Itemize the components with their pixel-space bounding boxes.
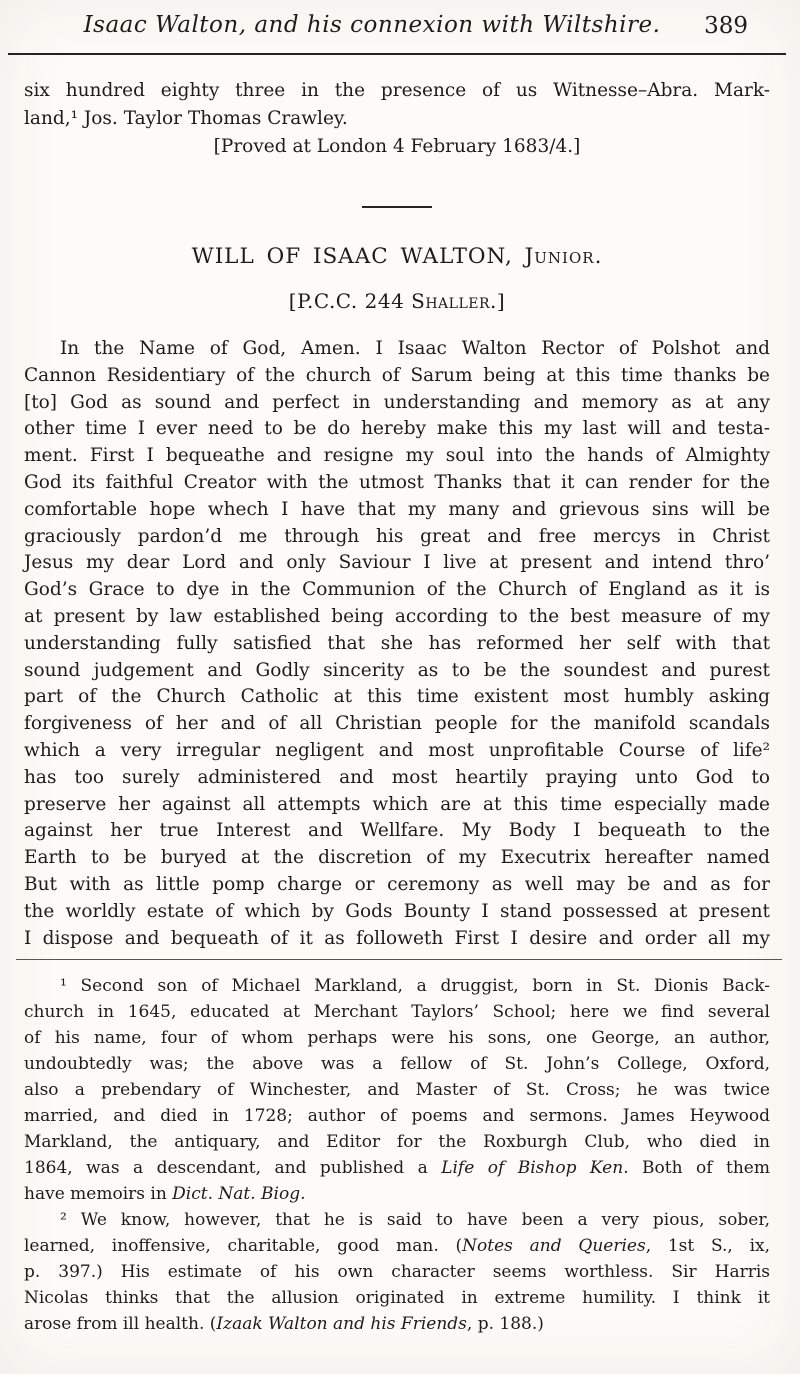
text-line: of his name, four of whom perhaps were his sons, one George, an author, xyxy=(24,1028,770,1049)
text-line: learned, inoffensive, charitable, good man. (Notes and Queries, 1st S., ix, xyxy=(24,1236,771,1257)
text-line: other time I ever need to be do hereby make this my last will and testa- xyxy=(24,418,770,440)
text-line: against her true Interest and Wellfare. My Body I bequeath to the xyxy=(24,820,770,842)
text-line: has too surely administered and most heartily praying unto God to xyxy=(24,766,770,788)
witness-paragraph xyxy=(24,77,770,133)
text-line: God’s Grace to dye in the Communion of the Church of England as it is xyxy=(24,579,770,601)
text-line: ment. First I bequeathe and resigne my soul into the hands of Almighty xyxy=(24,445,770,467)
text-line: arose from ill health. (Izaak Walton and his Friends, p. 188.) xyxy=(24,1314,544,1335)
text-line: the worldly estate of which by Gods Bounty I stand possessed at present xyxy=(24,900,770,922)
text-line: married, and died in 1728; author of poems and sermons. James Heywood xyxy=(24,1106,770,1127)
probate-line: [Proved at London 4 February 1683/4.] xyxy=(213,136,581,157)
text-line: understanding fully satisfied that she has reformed her self with that xyxy=(24,632,770,654)
text-line: Earth to be buryed at the discretion of my Executrix hereafter named xyxy=(24,847,770,869)
text-line: Jesus my dear Lord and only Saviour I live at present and intend thro’ xyxy=(24,552,770,574)
running-head xyxy=(24,12,770,42)
text-line: I dispose and bequeath of it as followeth First I desire and order all my xyxy=(24,927,770,949)
text-line: Cannon Residentiary of the church of Sarum being at this time thanks be xyxy=(24,364,770,386)
text-line: church in 1645, educated at Merchant Taylors’ School; here we find several xyxy=(24,1002,770,1023)
text-line: at present by law established being according to the best measure of my xyxy=(24,605,770,627)
footnote-2 xyxy=(24,1207,770,1337)
text-line: six hundred eighty three in the presence of us Witnesse–Abra. Mark- xyxy=(24,80,770,101)
text-line: ¹ Second son of Michael Markland, a druggist, born in St. Dionis Back- xyxy=(60,976,770,997)
footnote-rule xyxy=(16,959,782,960)
text-line: comfortable hope whech I have that my many and grievous sins will be xyxy=(24,498,770,520)
text-line: have memoirs in Dict. Nat. Biog. xyxy=(24,1184,306,1205)
text-line: part of the Church Catholic at this time existent most humbly asking xyxy=(24,686,770,708)
text-line: p. 397.) His estimate of his own character seems worthless. Sir Harris xyxy=(24,1262,770,1283)
text-line: Nicolas thinks that the allusion originated in extreme humility. I think it xyxy=(24,1288,770,1309)
page-header-title: Isaac Walton, and his connexion with Wiltshire. xyxy=(83,12,661,38)
text-line: In the Name of God, Amen. I Isaac Walton Rector of Polshot and xyxy=(60,338,770,359)
section-heading: WILL OF ISAAC WALTON, Junior. xyxy=(191,244,603,269)
text-line: land,¹ Jos. Taylor Thomas Crawley. xyxy=(24,108,348,129)
will-body-paragraph xyxy=(24,336,770,952)
footnote-1 xyxy=(24,973,770,1207)
page-number: 389 xyxy=(704,13,748,39)
text-line: [to] God as sound and perfect in understanding and memory as at any xyxy=(24,391,770,413)
header-rule xyxy=(8,53,786,55)
text-line: Markland, the antiquary, and Editor for the Roxburgh Club, who died in xyxy=(24,1132,770,1153)
text-line: sound judgement and Godly sincerity as to be the soundest and purest xyxy=(24,659,770,681)
text-line: But with as little pomp charge or ceremony as well may be and as for xyxy=(24,873,770,895)
text-line: God its faithful Creator with the utmost Thanks that it can render for the xyxy=(24,471,770,493)
text-line: preserve her against all attempts which are at this time especially made xyxy=(24,793,770,815)
text-line: forgiveness of her and of all Christian people for the manifold scandals xyxy=(24,713,770,735)
probate-reference: [P.C.C. 244 Shaller.] xyxy=(288,289,506,313)
text-line: ² We know, however, that he is said to have been a very pious, sober, xyxy=(60,1210,770,1231)
section-divider-rule xyxy=(362,206,432,208)
text-line: which a very irregular negligent and most unprofitable Course of life² xyxy=(24,739,770,761)
text-line: also a prebendary of Winchester, and Master of St. Cross; he was twice xyxy=(24,1080,770,1101)
text-line: graciously pardon’d me through his great and free mercys in Christ xyxy=(24,525,770,547)
text-line: undoubtedly was; the above was a fellow of St. John’s College, Oxford, xyxy=(24,1054,770,1075)
text-line: 1864, was a descendant, and published a Life of Bishop Ken. Both of them xyxy=(24,1158,770,1179)
